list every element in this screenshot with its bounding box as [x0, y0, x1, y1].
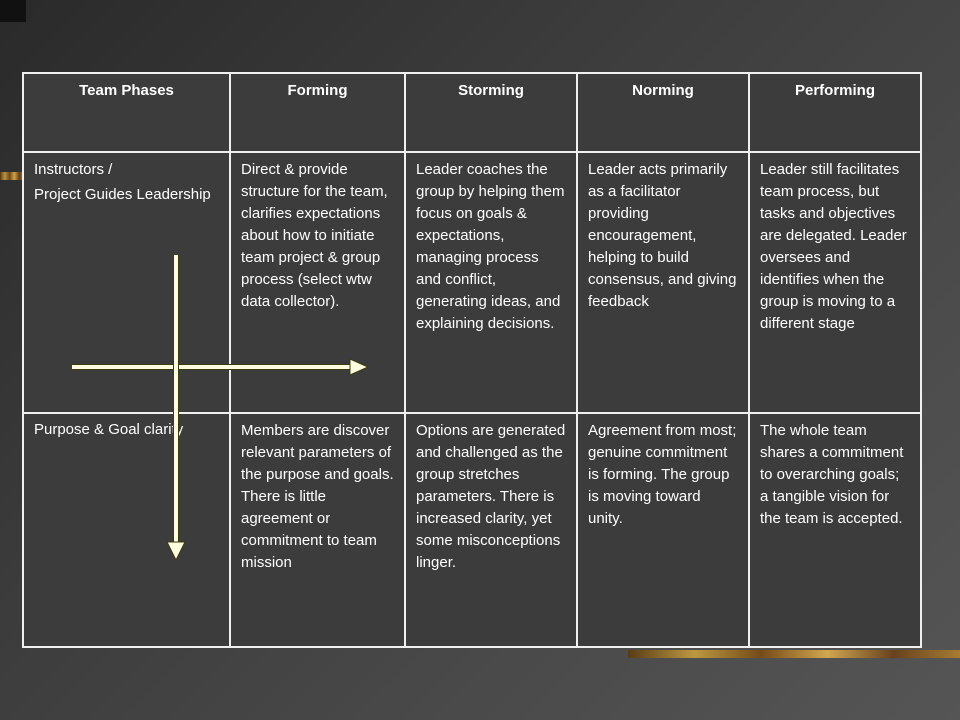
header-performing: Performing [749, 73, 921, 152]
table-row-leadership [23, 152, 921, 413]
decorative-stripe-bottom-right [628, 650, 960, 658]
cell-purpose-forming: Members are discover relevant parameters of the purpose and goals. There is little agreement or commitment to team mission [230, 413, 405, 647]
cell-purpose-storming: Options are generated and challenged as the group stretches parameters. There is increased clarity, yet some misconceptions linger. [405, 413, 577, 647]
cell-purpose-norming: Agreement from most; genuine commitment is forming. The group is moving toward unity. [577, 413, 749, 647]
header-row [23, 73, 921, 152]
cell-leadership-forming: Direct & provide structure for the team, clarifies expectations about how to initiate team project & group process (select wtw data collector). [230, 152, 405, 413]
corner-decoration [0, 0, 26, 22]
cell-purpose-performing: The whole team shares a commitment to overarching goals; a tangible vision for the team is accepted. [749, 413, 921, 647]
table-row-purpose [23, 413, 921, 647]
row-label-line2: Project Guides Leadership [34, 185, 211, 203]
row-label-purpose [23, 413, 230, 647]
header-forming: Forming [230, 73, 405, 152]
header-team-phases: Team Phases [23, 73, 230, 152]
decorative-stripe-left [0, 172, 24, 180]
cell-leadership-performing: Leader still facilitates team process, but tasks and objectives are delegated. Leader oversees and identifies when the group is moving to a different stage [749, 152, 921, 413]
cell-leadership-norming: Leader acts primarily as a facilitator providing encouragement, helping to build consensus, and giving feedback [577, 152, 749, 413]
row-label-leadership [23, 152, 230, 413]
team-phases-table [22, 72, 922, 648]
row-label-line1: Instructors / [34, 160, 113, 178]
row-label-line1: Purpose & Goal clarity [34, 420, 184, 438]
header-storming: Storming [405, 73, 577, 152]
header-norming: Norming [577, 73, 749, 152]
cell-leadership-storming: Leader coaches the group by helping them focus on goals & expectations, managing process and conflict, generating ideas, and explaining decisions. [405, 152, 577, 413]
